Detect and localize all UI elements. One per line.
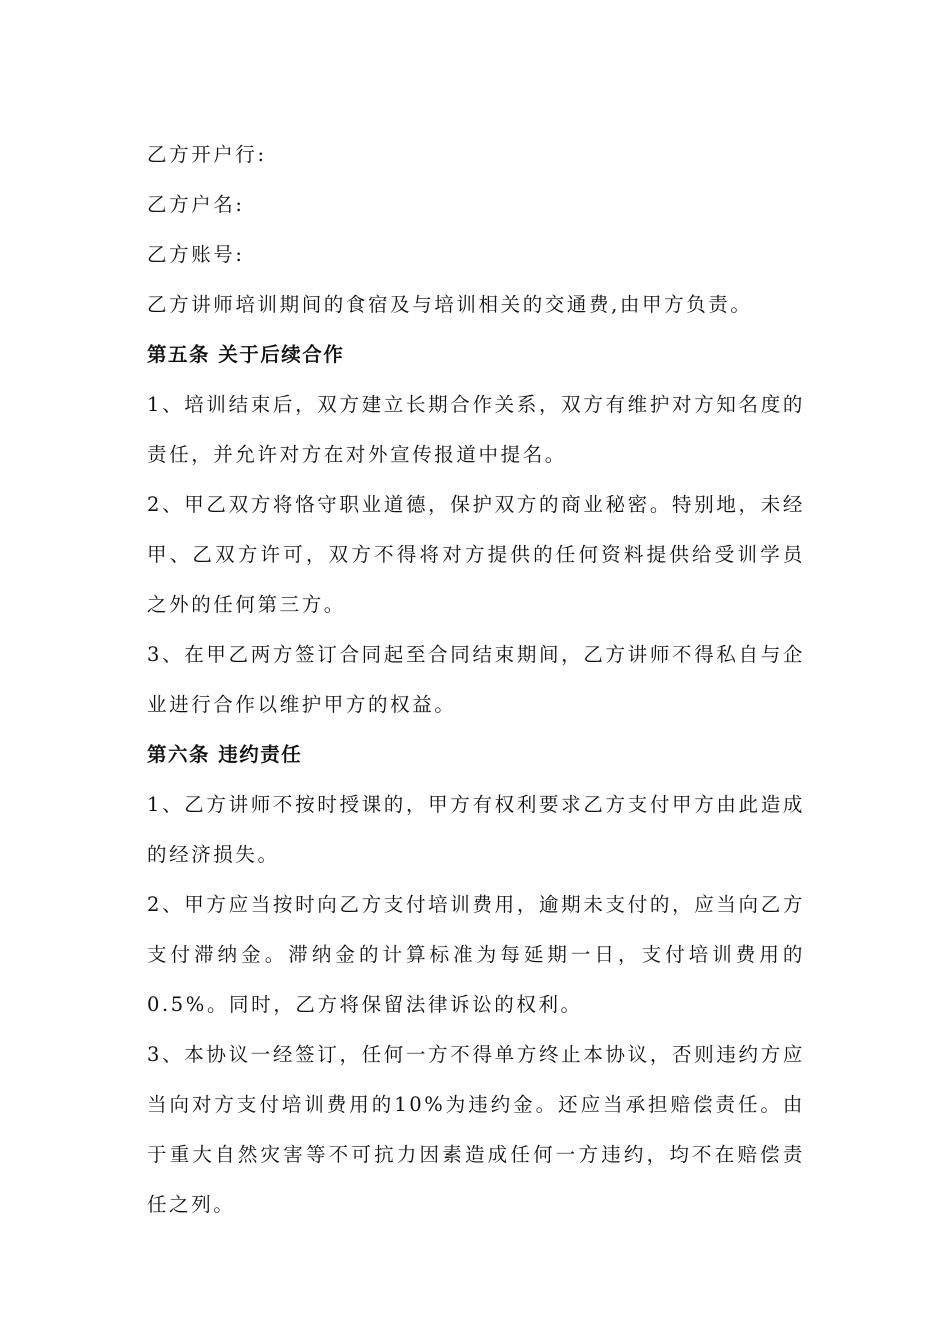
section-6-item-2: 2、甲方应当按时向乙方支付培训费用，逾期未支付的，应当向乙方支付滞纳金。滞纳金的计算标准为每延期一日，支付培训费用的0.5%。同时，乙方将保留法律诉讼的权利。	[147, 893, 805, 1016]
document-page	[147, 130, 805, 1230]
payee-bank-line: 乙方开户行:	[147, 143, 267, 166]
section-5-item-2: 2、甲乙双方将恪守职业道德，保护双方的商业秘密。特别地，未经甲、乙双方许可，双方不得将对方提供的任何资料提供给受训学员之外的任何第三方。	[147, 493, 805, 616]
section-5-item-1: 1、培训结束后，双方建立长期合作关系，双方有维护对方知名度的责任，并允许对方在对外宣传报道中提名。	[147, 393, 805, 466]
section-6-item-1: 1、乙方讲师不按时授课的，甲方有权利要求乙方支付甲方由此造成的经济损失。	[147, 793, 805, 866]
expenses-clause: 乙方讲师培训期间的食宿及与培训相关的交通费,由甲方负责。	[147, 293, 753, 316]
section-6-title: 第六条 违约责任	[147, 743, 303, 766]
section-5-title: 第五条 关于后续合作	[147, 343, 345, 366]
section-6-item-3: 3、本协议一经签订，任何一方不得单方终止本协议，否则违约方应当向对方支付培训费用的10%为违约金。还应当承担赔偿责任。由于重大自然灾害等不可抗力因素造成任何一方违约，均不在赔偿责任之列。	[147, 1043, 805, 1216]
payee-account-number-line: 乙方账号:	[147, 243, 245, 266]
section-5-item-3: 3、在甲乙两方签订合同起至合同结束期间，乙方讲师不得私自与企业进行合作以维护甲方的权益。	[147, 643, 805, 716]
payee-account-name-line: 乙方户名:	[147, 193, 245, 216]
